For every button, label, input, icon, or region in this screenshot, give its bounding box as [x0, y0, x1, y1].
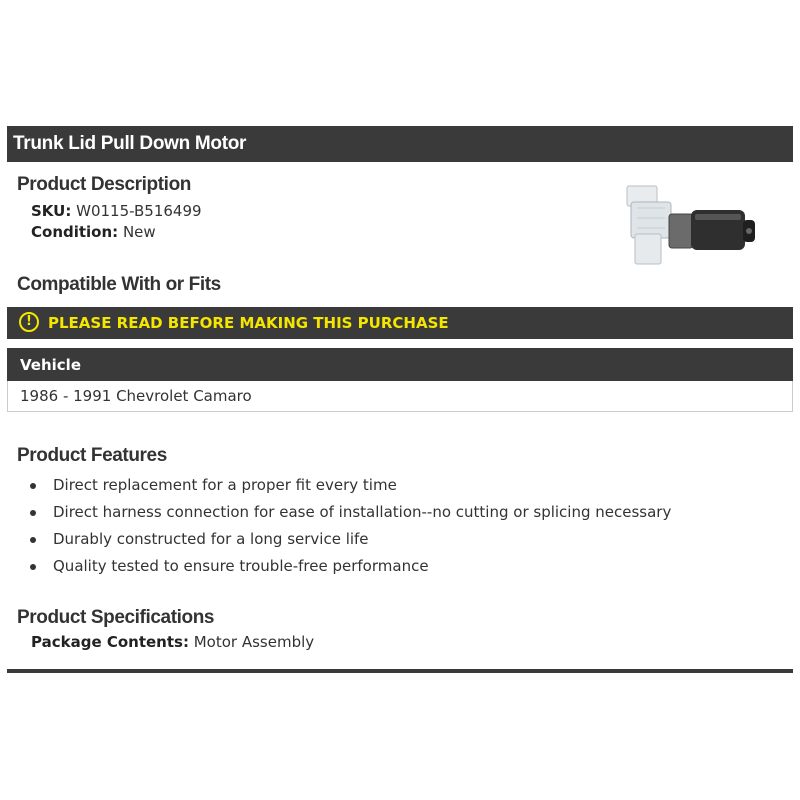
purchase-warning-banner	[7, 307, 793, 339]
vehicle-column-header: Vehicle	[8, 349, 793, 381]
package-contents-label: Package Contents:	[31, 633, 189, 651]
sku-row	[31, 202, 202, 220]
product-features-heading: Product Features	[17, 445, 167, 466]
list-item: Direct replacement for a proper fit every time	[7, 473, 671, 500]
features-list	[7, 473, 671, 581]
page-title: Trunk Lid Pull Down Motor	[7, 126, 793, 162]
product-specifications-heading: Product Specifications	[17, 607, 215, 628]
condition-row	[31, 223, 156, 241]
product-description-heading: Product Description	[17, 174, 191, 195]
product-listing	[7, 126, 793, 651]
warning-text: PLEASE READ BEFORE MAKING THIS PURCHASE	[48, 314, 449, 332]
compatible-heading: Compatible With or Fits	[17, 274, 221, 295]
list-item: Direct harness connection for ease of installation--no cutting or splicing necessary	[7, 500, 671, 527]
sku-value: W0115-B516499	[76, 202, 202, 220]
product-image	[615, 184, 765, 274]
sku-label: SKU:	[31, 202, 72, 220]
package-contents-row	[31, 633, 314, 651]
table-row	[8, 381, 793, 412]
condition-value: New	[122, 223, 156, 241]
list-item: Quality tested to ensure trouble-free performance	[7, 554, 671, 581]
table-header-row	[8, 349, 793, 381]
exclamation-circle-icon: !	[19, 312, 39, 332]
condition-label: Condition:	[31, 223, 119, 241]
package-contents-value: Motor Assembly	[193, 633, 315, 651]
list-item: Durably constructed for a long service life	[7, 527, 671, 554]
vehicle-cell: 1986 - 1991 Chevrolet Camaro	[8, 381, 793, 412]
vehicle-table	[7, 348, 793, 412]
bottom-divider	[7, 669, 793, 673]
